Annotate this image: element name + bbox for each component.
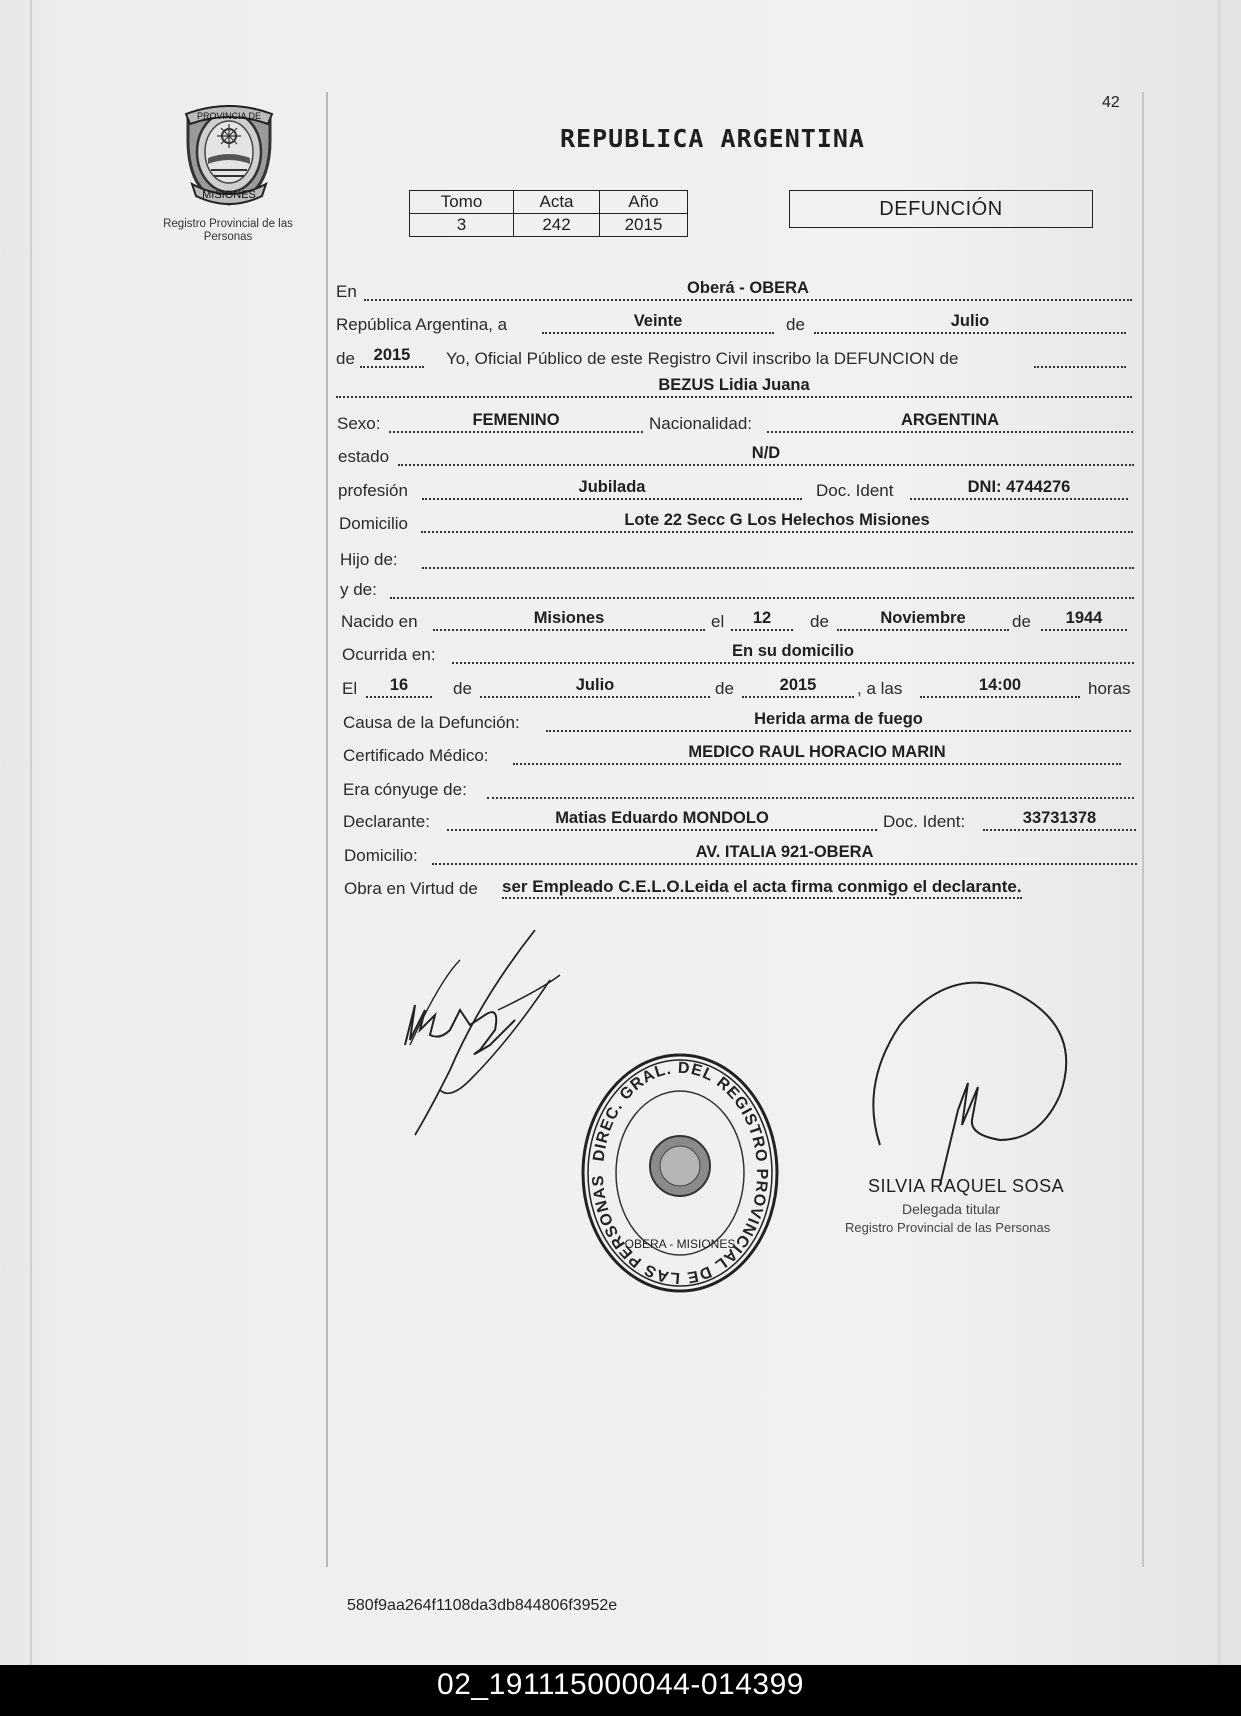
- seal-inner-text: OBERA - MISIONES: [624, 1237, 736, 1251]
- table-value-acta: 242: [514, 214, 600, 237]
- label-el-cap: El: [342, 679, 358, 698]
- label-conyuge: Era cónyuge de:: [343, 780, 467, 799]
- label-ocurrida-en: Ocurrida en:: [342, 645, 436, 664]
- label-republica: República Argentina, a: [336, 315, 508, 334]
- official-role: Delegada titular: [902, 1201, 1001, 1217]
- value-estado: N/D: [751, 444, 781, 462]
- value-declarante-doc: 33731378: [1022, 809, 1097, 827]
- dotted-line: [390, 575, 1134, 599]
- official-signature: [860, 975, 1090, 1185]
- coat-of-arms-logo: [178, 100, 280, 208]
- table-value-anio: 2015: [600, 214, 688, 237]
- value-nacido-en: Misiones: [533, 609, 605, 627]
- margin-rule: [326, 92, 328, 1567]
- label-profesion: profesión: [338, 481, 408, 500]
- value-nac-anio: 1944: [1065, 609, 1103, 627]
- row-declarante-domicilio: [344, 842, 1137, 868]
- label-nacido-en: Nacido en: [341, 612, 418, 631]
- dotted-line: [422, 545, 1134, 569]
- label-yo-text: Yo, Oficial Público de este Registro Civil inscribo la DEFUNCION de: [446, 349, 959, 368]
- scan-fold-line: [30, 0, 32, 1665]
- document-hash: 580f9aa264f1108da3db844806f3952e: [347, 1597, 618, 1614]
- label-doc-ident: Doc. Ident:: [883, 812, 966, 831]
- row-certificado: [343, 742, 1121, 768]
- value-hora: 14:00: [978, 676, 1022, 694]
- row-conyuge: [343, 776, 1134, 802]
- label-de: de: [453, 679, 472, 698]
- row-fecha-acta: [336, 311, 1126, 337]
- label-obra: Obra en Virtud de: [344, 879, 478, 898]
- row-obra: [344, 875, 1134, 901]
- page-number: 42: [1102, 94, 1120, 111]
- label-horas: horas: [1088, 679, 1131, 698]
- label-de: de: [336, 349, 355, 368]
- label-el: el: [711, 612, 725, 631]
- value-ocurrida-en: En su domicilio: [732, 642, 854, 660]
- value-def-mes: Julio: [575, 676, 615, 694]
- value-nacionalidad: ARGENTINA: [900, 411, 1000, 429]
- margin-rule: [1142, 92, 1144, 1567]
- label-causa: Causa de la Defunción:: [343, 713, 520, 732]
- table-value-tomo: 3: [410, 214, 514, 237]
- value-def-dia: 16: [389, 676, 409, 694]
- label-y-de: y de:: [340, 580, 377, 599]
- row-estado: [338, 443, 1134, 469]
- value-nombre: BEZUS Lidia Juana: [658, 376, 810, 394]
- dotted-line: [487, 775, 1134, 799]
- value-domicilio: Lote 22 Secc G Los Helechos Misiones: [624, 511, 930, 529]
- document-title: REPUBLICA ARGENTINA: [560, 124, 865, 153]
- label-declarante: Declarante:: [343, 812, 430, 831]
- scan-identifier: 02_191115000044-014399: [437, 1668, 804, 1701]
- row-lugar: [336, 278, 1132, 304]
- value-declarante-domicilio: AV. ITALIA 921-OBERA: [695, 843, 874, 861]
- label-doc-ident: Doc. Ident: [816, 481, 894, 500]
- row-domicilio: [339, 510, 1133, 536]
- label-en: En: [336, 282, 357, 301]
- row-y-de: [340, 576, 1134, 602]
- value-dia-letras: Veinte: [633, 312, 683, 330]
- value-declarante: Matias Eduardo MONDOLO: [555, 809, 769, 827]
- row-causa: [343, 709, 1131, 735]
- label-sexo: Sexo:: [337, 414, 381, 433]
- label-domicilio: Domicilio: [339, 514, 408, 533]
- row-hijo-de: [340, 546, 1134, 572]
- label-domicilio: Domicilio:: [344, 846, 418, 865]
- record-type-box: DEFUNCIÓN: [789, 190, 1093, 228]
- value-mes: Julio: [950, 312, 990, 330]
- label-nacionalidad: Nacionalidad:: [649, 414, 753, 433]
- row-inscripcion: [336, 345, 1126, 371]
- value-nac-mes: Noviembre: [880, 609, 966, 627]
- scan-fold-line: [1218, 0, 1221, 1665]
- official-name: SILVIA RAQUEL SOSA: [868, 1176, 1065, 1196]
- row-declarante: [343, 808, 1136, 834]
- table-header-tomo: Tomo: [410, 191, 514, 214]
- label-estado: estado: [338, 447, 390, 466]
- row-nacimiento: [341, 608, 1127, 634]
- label-hijo-de: Hijo de:: [340, 550, 398, 569]
- value-sexo: FEMENINO: [472, 411, 560, 429]
- label-certificado: Certificado Médico:: [343, 746, 489, 765]
- logo-bottom-text: MISIONES: [202, 189, 256, 201]
- dotted-line: [1034, 344, 1126, 368]
- value-profesion: Jubilada: [578, 478, 646, 496]
- value-documento: DNI: 4744276: [967, 478, 1071, 496]
- label-de: de: [715, 679, 734, 698]
- official-organization: Registro Provincial de las Personas: [845, 1220, 1051, 1235]
- value-anio: 2015: [373, 346, 411, 364]
- logo-top-text: PROVINCIA DE: [196, 111, 262, 121]
- value-obra: ser Empleado C.E.L.O.Leida el acta firma conmigo el declarante.: [502, 877, 1022, 899]
- label-de: de: [786, 315, 805, 334]
- registry-seal: [575, 1048, 785, 1298]
- registry-name: Registro Provincial de las Personas: [163, 218, 293, 243]
- label-a-las: , a las: [857, 679, 903, 698]
- value-causa: Herida arma de fuego: [754, 710, 923, 728]
- row-profesion: [338, 477, 1128, 503]
- row-defuncion-fecha: [342, 675, 1134, 701]
- row-sexo: [337, 410, 1133, 436]
- record-table: [409, 190, 688, 237]
- table-header-acta: Acta: [514, 191, 600, 214]
- value-nac-dia: 12: [752, 609, 772, 627]
- value-lugar: Oberá - OBERA: [687, 279, 809, 297]
- table-header-anio: Año: [600, 191, 688, 214]
- seal-ring-text: DIREC. GRAL. DEL REGISTRO PROVINCIAL DE LAS PERSONAS: [589, 1059, 771, 1287]
- label-de: de: [1012, 612, 1031, 631]
- label-de: de: [810, 612, 829, 631]
- row-nombre: [336, 375, 1132, 401]
- value-certificado: MEDICO RAUL HORACIO MARIN: [688, 743, 946, 761]
- row-ocurrida: [342, 641, 1134, 667]
- declarant-signature: [390, 920, 570, 1150]
- value-def-anio: 2015: [779, 676, 817, 694]
